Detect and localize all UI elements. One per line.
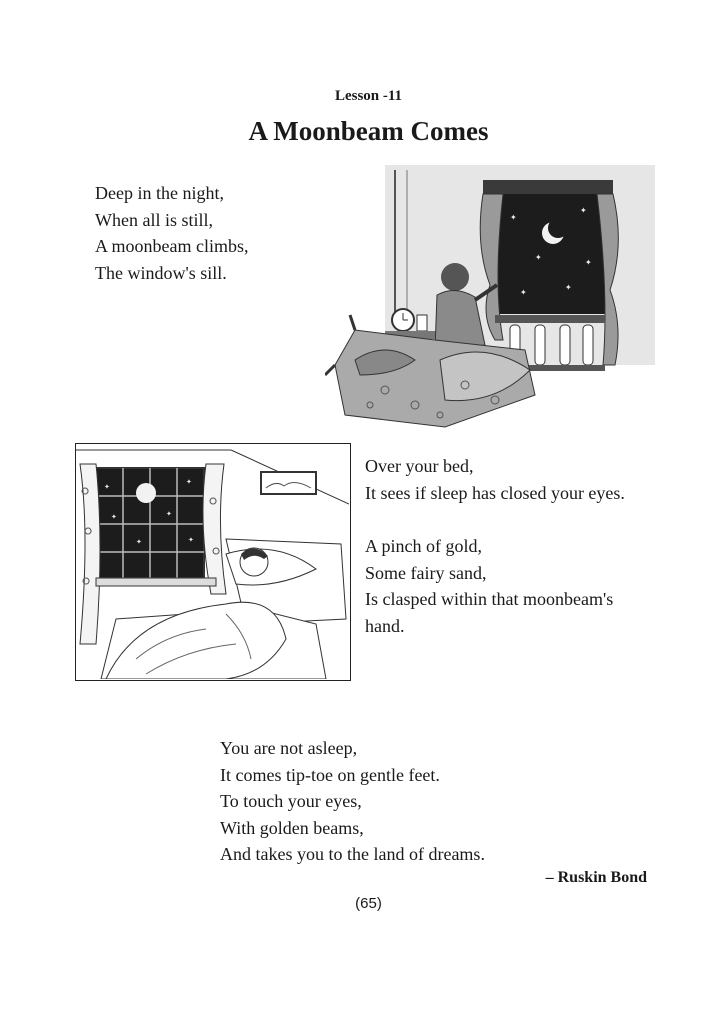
poem-line: When all is still,	[95, 209, 213, 230]
poem-line: With golden beams,	[220, 817, 364, 838]
svg-text:✦: ✦	[136, 538, 142, 546]
poem-line: Over your bed,	[365, 456, 474, 476]
svg-text:✦: ✦	[580, 206, 587, 215]
boy-sleeping-illustration	[75, 443, 351, 681]
poem-line: Is clasped within that moonbeam's	[365, 589, 614, 609]
poem-line: And takes you to the land of dreams.	[220, 844, 485, 864]
svg-text:✦: ✦	[510, 213, 517, 222]
poem-line: Some fairy sand,	[365, 562, 487, 583]
stanza-4	[220, 735, 485, 868]
poem-line: Deep in the night,	[95, 183, 224, 203]
svg-text:✦: ✦	[565, 283, 572, 292]
poem-line: A moonbeam climbs,	[95, 236, 249, 256]
svg-text:✦: ✦	[111, 513, 117, 521]
svg-text:✦: ✦	[166, 510, 172, 518]
svg-text:✦: ✦	[104, 483, 110, 491]
lesson-label: Lesson -11	[334, 88, 403, 104]
stanza-1	[95, 180, 248, 286]
svg-text:✦: ✦	[535, 253, 542, 262]
stanza-2	[365, 453, 625, 506]
girl-at-window-illustration	[325, 165, 655, 430]
poem-line: You are not asleep,	[220, 738, 358, 758]
stanza-3	[365, 533, 613, 639]
svg-text:✦: ✦	[188, 536, 194, 544]
poem-line: hand.	[365, 615, 405, 636]
svg-text:✦: ✦	[186, 478, 192, 486]
poem-line: It sees if sleep has closed your eyes.	[365, 482, 625, 503]
page-number: (65)	[355, 895, 382, 912]
poem-line: It comes tip-toe on gentle feet.	[220, 764, 440, 785]
poem-line: The window's sill.	[95, 262, 227, 283]
author-credit: – Ruskin Bond	[545, 869, 647, 886]
svg-text:✦: ✦	[520, 288, 527, 297]
svg-text:✦: ✦	[585, 258, 592, 267]
poem-line: To touch your eyes,	[220, 791, 362, 811]
poem-line: A pinch of gold,	[365, 536, 482, 556]
poem-title: A Moonbeam Comes	[248, 116, 489, 146]
